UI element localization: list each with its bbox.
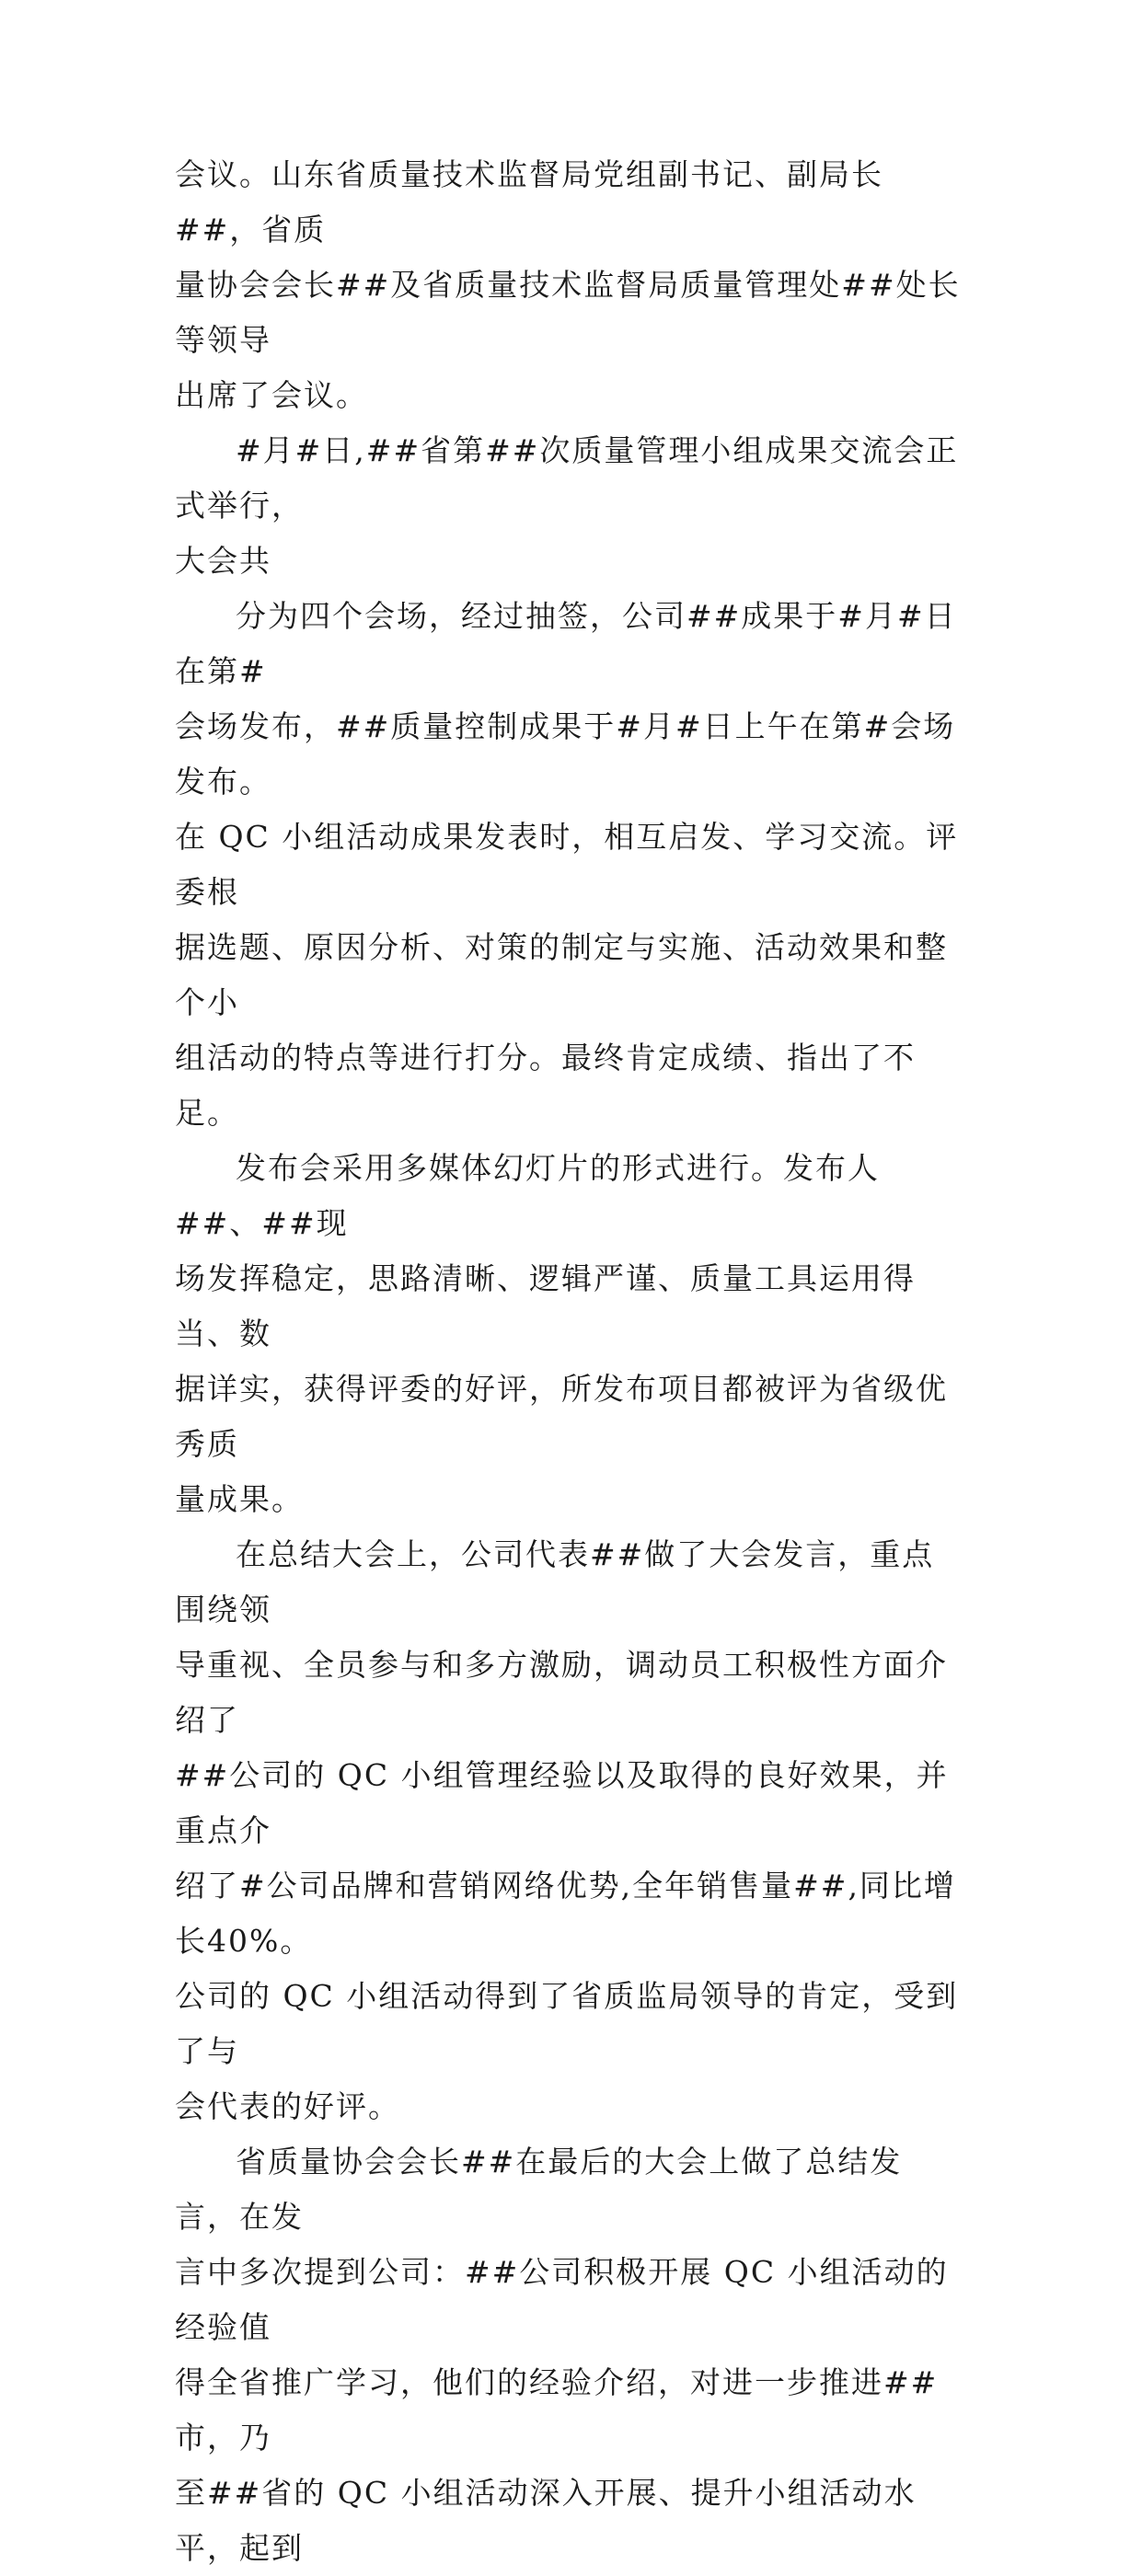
- paragraph-6: 省质量协会会长##在最后的大会上做了总结发言，在发 言中多次提到公司：##公司积极开展 QC 小组活动的经验值 得全省推广学习，他们的经验介绍，对进一步推进##市，乃 至##省的 QC 小组活动深入开展、提升小组活动水平，起到: [175, 2144, 949, 2566]
- paragraph-3: 分为四个会场，经过抽签，公司##成果于#月#日在第# 会场发布，##质量控制成果于#月#日上午在第#会场发布。 在 QC 小组活动成果发表时，相互启发、学习交流。评委根 据选题、原因分析、对策的制定与实施、活动效果和整个小 组活动的特点等进行打分。最终肯定成绩、指出了不足。: [175, 598, 959, 1131]
- paragraph-5: 在总结大会上，公司代表##做了大会发言，重点围绕领 导重视、全员参与和多方激励，调动员工积极性方面介绍了 ##公司的 QC 小组管理经验以及取得的良好效果，并重点介 绍了#公司品牌和营销网络优势,全年销售量##,同比增长40%。 公司的 QC 小组活动得到了省质监局领导的肯定，受到了与 会代表的好评。: [175, 1536, 959, 2124]
- paragraph-4: 发布会采用多媒体幻灯片的形式进行。发布人##、##现 场发挥稳定，思路清晰、逻辑严谨、质量工具运用得当、数 据详实，获得评委的好评，所发布项目都被评为省级优秀质 量成果。: [175, 1150, 948, 1517]
- paragraph-1: 会议。山东省质量技术监督局党组副书记、副局长##，省质 量协会会长##及省质量技术监督局质量管理处##处长等领导 出席了会议。: [175, 156, 961, 413]
- paragraph-2: #月#日,##省第##次质量管理小组成果交流会正式举行， 大会共: [175, 432, 959, 579]
- document-body: [175, 147, 966, 2576]
